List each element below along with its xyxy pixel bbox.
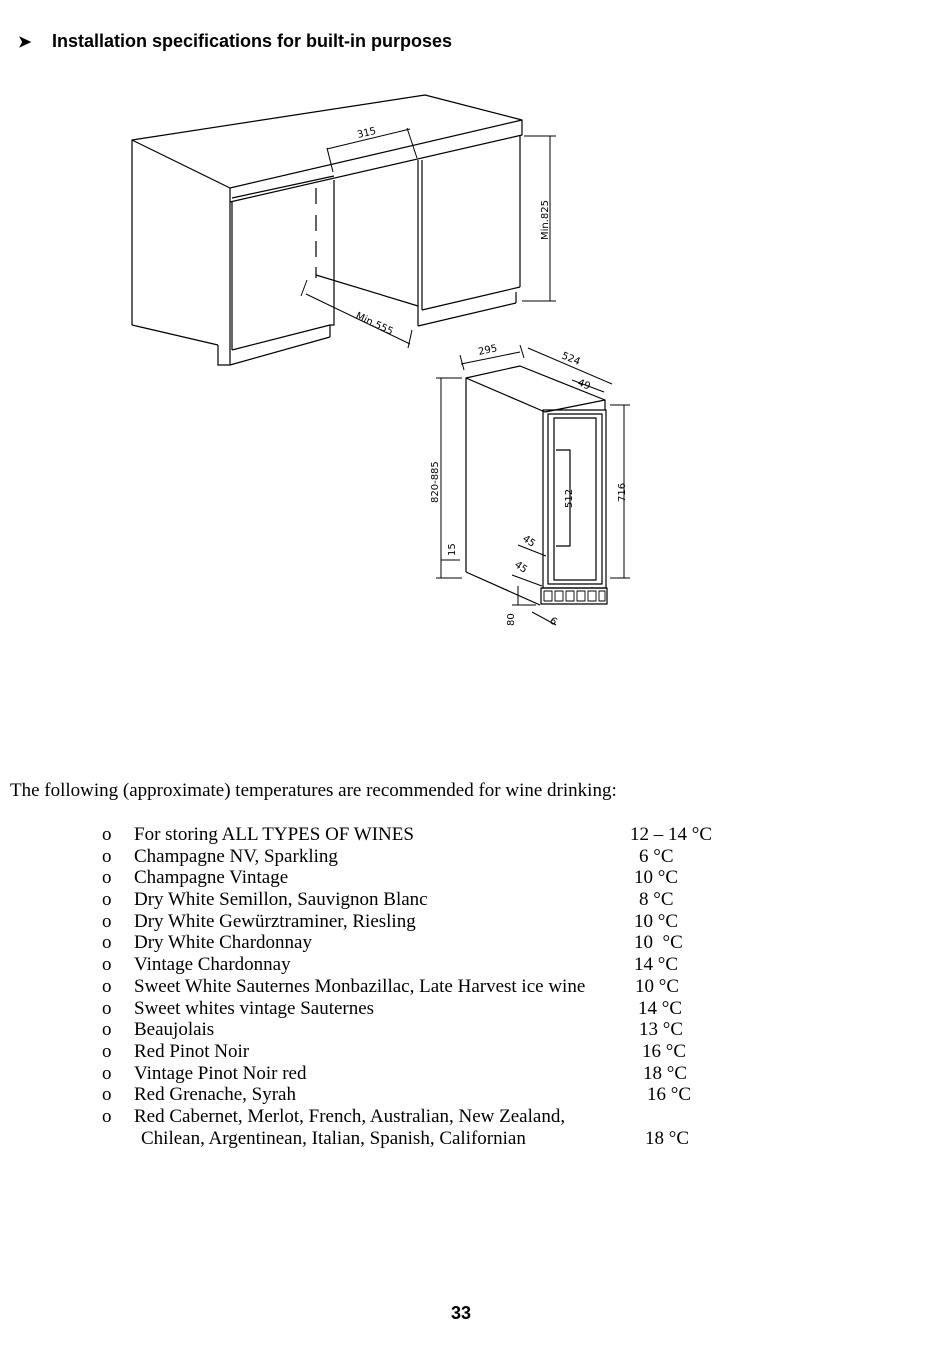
wine-name: Vintage Chardonnay — [134, 954, 291, 976]
wine-cooler-drawing — [466, 366, 607, 605]
list-bullet: o — [102, 867, 112, 889]
list-item — [0, 954, 950, 976]
appliance-dimensions — [436, 345, 630, 625]
list-item — [0, 1084, 950, 1106]
cabinet-depth-label: Min.555 — [353, 310, 395, 338]
cabinet-gap-width-label: 315 — [356, 125, 378, 141]
arrowhead-bullet-icon: ➤ — [18, 34, 32, 51]
appliance-width-label: 295 — [477, 343, 499, 358]
temperature-value: 8 °C — [639, 889, 674, 911]
temperature-list — [0, 824, 950, 1149]
cabinet-dimensions — [301, 125, 556, 348]
wine-name: Vintage Pinot Noir red — [134, 1062, 307, 1084]
wine-name-continued: Chilean, Argentinean, Italian, Spanish, Californian — [141, 1127, 526, 1149]
wine-name: Red Cabernet, Merlot, French, Australian, New Zealand, — [134, 1105, 566, 1127]
temperature-value: 12 – 14 °C — [630, 824, 713, 845]
intro-text: The following (approximate) temperatures are recommended for wine drinking: — [10, 780, 617, 801]
section-heading-text: Installation specifications for built-in purposes — [52, 31, 453, 51]
wine-name: Dry White Gewürztraminer, Riesling — [134, 910, 416, 932]
list-bullet: o — [102, 889, 112, 911]
list-bullet: o — [102, 910, 112, 932]
clearance-15-label: 15 — [447, 543, 458, 556]
wine-name: Dry White Chardonnay — [134, 932, 312, 954]
list-item — [0, 1106, 950, 1149]
temperature-value: 10 °C — [634, 867, 679, 889]
door-glass-height-label: 512 — [564, 488, 575, 508]
temperature-value: 16 °C — [642, 1040, 687, 1062]
temperature-value: 6 °C — [639, 845, 674, 867]
list-item — [0, 932, 950, 954]
wine-name: Sweet White Sauternes Monbazillac, Late Harvest ice wine — [134, 975, 586, 997]
list-bullet: o — [102, 954, 112, 976]
temperature-value: 10 °C — [634, 910, 679, 932]
list-item — [0, 1019, 950, 1041]
list-bullet: o — [102, 1084, 112, 1106]
list-bullet: o — [102, 824, 112, 845]
temperature-value: 10 °C — [635, 975, 680, 997]
temperature-value: 13 °C — [639, 1019, 684, 1041]
wine-name: Dry White Semillon, Sauvignon Blanc — [134, 889, 428, 911]
appliance-height-label: 820-885 — [430, 461, 441, 503]
body-height-label: 716 — [617, 482, 628, 502]
list-item — [0, 976, 950, 998]
list-item — [0, 998, 950, 1020]
angle-upper-label: 45 — [520, 533, 538, 550]
list-bullet: o — [102, 1040, 112, 1062]
list-bullet: o — [102, 932, 112, 954]
list-bullet: o — [102, 1105, 112, 1127]
list-item — [0, 824, 950, 846]
temperature-value: 10 °C — [634, 932, 683, 954]
list-item — [0, 1041, 950, 1063]
wine-name: Champagne NV, Sparkling — [134, 845, 338, 867]
list-item — [0, 911, 950, 933]
temperature-value: 16 °C — [647, 1084, 692, 1106]
list-bullet: o — [102, 1062, 112, 1084]
wine-name: For storing ALL TYPES OF WINES — [134, 824, 414, 845]
list-item — [0, 867, 950, 889]
gap-label: 6 — [547, 615, 559, 629]
wine-name: Beaujolais — [134, 1019, 215, 1041]
kitchen-cabinet-drawing — [132, 95, 522, 365]
list-item — [0, 846, 950, 868]
angle-lower-label: 45 — [512, 559, 530, 576]
appliance-depth-label: 524 — [559, 350, 582, 368]
temperature-value: 14 °C — [634, 954, 679, 976]
list-bullet: o — [102, 997, 112, 1019]
temperature-value: 14 °C — [638, 997, 683, 1019]
door-offset-label: 49 — [575, 377, 592, 393]
list-item — [0, 889, 950, 911]
temperature-value: 18 °C — [643, 1062, 688, 1084]
wine-name: Sweet whites vintage Sauternes — [134, 997, 375, 1019]
wine-name: Champagne Vintage — [134, 867, 289, 889]
list-bullet: o — [102, 845, 112, 867]
temperature-value: 18 °C — [645, 1127, 690, 1149]
list-bullet: o — [102, 1019, 112, 1041]
cabinet-height-label: Min.825 — [540, 199, 551, 240]
list-bullet: o — [102, 975, 112, 997]
wine-name: Red Pinot Noir — [134, 1040, 250, 1062]
plinth-height-label: 80 — [506, 613, 517, 626]
wine-name: Red Grenache, Syrah — [134, 1084, 296, 1106]
page-number: 33 — [451, 1303, 472, 1323]
list-item — [0, 1063, 950, 1085]
